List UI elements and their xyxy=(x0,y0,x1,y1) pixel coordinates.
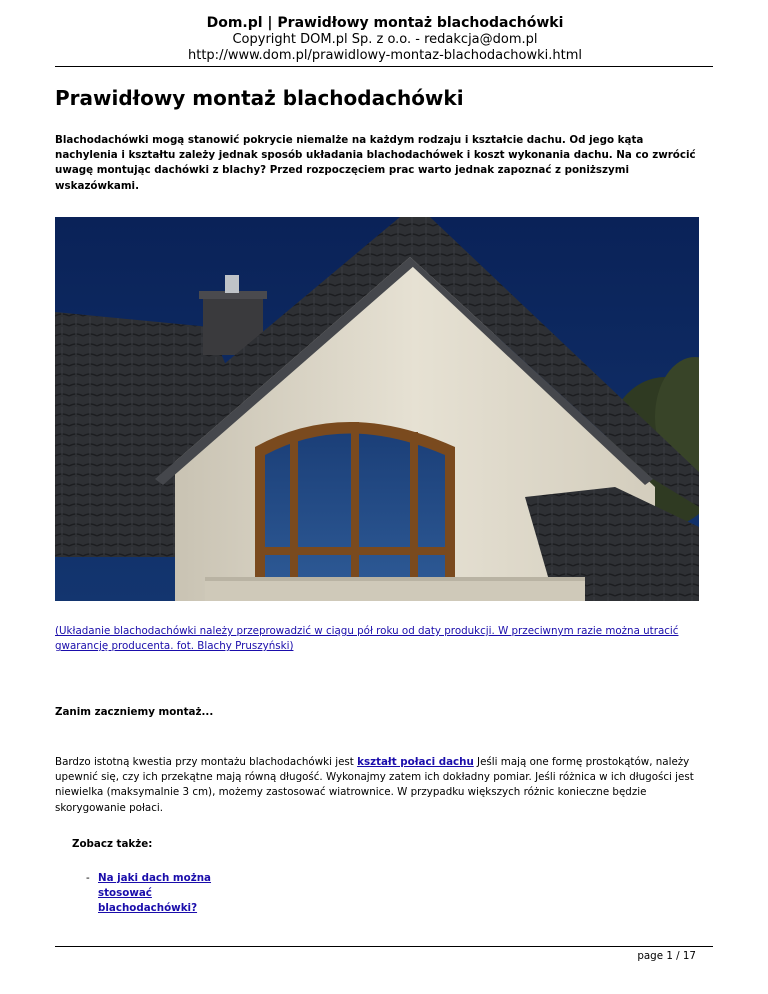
roof-shape-link[interactable]: kształt połaci dachu xyxy=(357,756,474,768)
body-paragraph xyxy=(55,755,720,816)
body-text-end: Jeśli mają one formę prostokątów, należy upewnić się, czy ich przekątne mają równą długość. Wykonajmy zatem ich dokładny pomiar. Jeśli różnica w ich długości jest niewielka (maksymalnie 3 cm), możemy zastosować wiatrownice. W przypadku większych różnic konieczne będzie skorygowanie połaci. xyxy=(55,756,694,814)
footer-divider xyxy=(55,946,713,947)
document-header xyxy=(55,14,715,64)
site-title: Dom.pl | Prawidłowy montaż blachodachówki xyxy=(206,15,564,31)
copyright-line: Copyright DOM.pl Sp. z o.o. - redakcja@dom.pl xyxy=(232,32,538,47)
page-number: page 1 / 17 xyxy=(637,950,696,962)
house-roof-photo xyxy=(55,217,699,601)
header-divider xyxy=(55,66,713,67)
article-title: Prawidłowy montaż blachodachówki xyxy=(55,86,464,110)
house-roof-illustration xyxy=(55,217,699,601)
related-article-link[interactable]: Na jaki dach można stosować blachodachówki? xyxy=(98,872,212,915)
section-heading: Zanim zaczniemy montaż... xyxy=(55,706,214,718)
article-lead: Blachodachówki mogą stanowić pokrycie niemalże na każdym rodzaju i kształcie dachu. Od jego kąta nachylenia i kształtu zależy jednak sposób układania blachodachówek i koszt wykonania dachu. Na co zwrócić uwagę montując dachówki z blachy? Przed rozpoczęciem prac warto jednak zapoznać z poniższymi wskazówkami. xyxy=(55,134,696,192)
body-text-start: Bardzo istotną kwestia przy montażu blachodachówki jest xyxy=(55,756,358,768)
source-url: http://www.dom.pl/prawidlowy-montaz-blachodachowki.html xyxy=(188,48,582,63)
list-bullet: - xyxy=(86,872,90,884)
see-also-label: Zobacz także: xyxy=(72,838,153,850)
photo-caption[interactable]: (Układanie blachodachówki należy przeprowadzić w ciągu pół roku od daty produkcji. W przeciwnym razie można utracić gwarancję producenta. fot. Blachy Pruszyński) xyxy=(55,625,679,653)
